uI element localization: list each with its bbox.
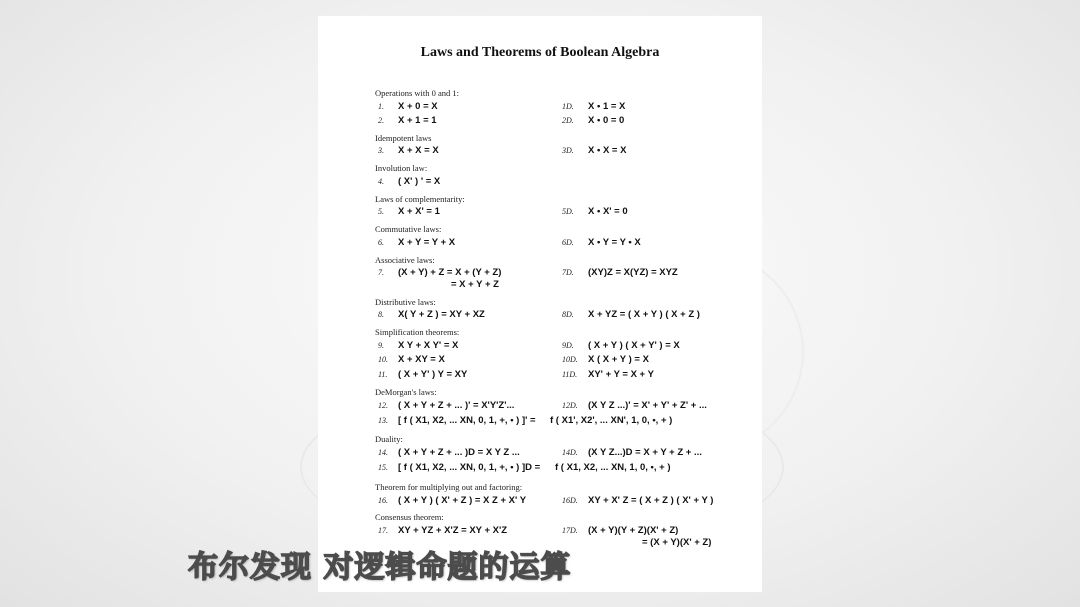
law-expression-continued: = X + Y + Z — [451, 279, 499, 290]
dual-law-expression: X • 1 = X — [588, 101, 626, 112]
law-number: 5. — [378, 207, 384, 216]
dual-law-number: 14D. — [562, 448, 578, 457]
law-expression: X Y + X Y' = X — [398, 340, 459, 351]
dual-law-number: 6D. — [562, 238, 574, 247]
dual-law-expression: X • 0 = 0 — [588, 115, 625, 126]
law-expression: ( X + Y + Z + ... )D = X Y Z ... — [398, 447, 520, 458]
dual-law-number: 11D. — [562, 370, 578, 379]
section-heading: Operations with 0 and 1: — [375, 88, 460, 98]
document-title: Laws and Theorems of Boolean Algebra — [420, 45, 660, 60]
law-expression: X + X' = 1 — [398, 206, 440, 217]
dual-law-number: 1D. — [562, 102, 574, 111]
dual-law-number: 9D. — [562, 341, 574, 350]
dual-law-expression: f ( X1, X2, ... XN, 1, 0, •, + ) — [555, 462, 671, 473]
section-heading: Theorem for multiplying out and factoring: — [375, 482, 523, 492]
law-expression: X + X = X — [398, 145, 439, 156]
dual-law-expression: X • X = X — [588, 145, 627, 156]
law-number: 7. — [378, 268, 384, 277]
law-number: 6. — [378, 238, 384, 247]
law-expression: X + XY = X — [398, 354, 445, 365]
section-heading: Associative laws: — [375, 255, 435, 265]
dual-law-expression: (X Y Z ...)' = X' + Y' + Z' + ... — [588, 400, 707, 411]
section-heading: Consensus theorem: — [375, 512, 444, 522]
law-number: 16. — [378, 496, 388, 505]
section-heading: Involution law: — [375, 163, 428, 173]
section-heading: DeMorgan's laws: — [375, 387, 437, 397]
dual-law-expression-continued: = (X + Y)(X' + Z) — [642, 537, 712, 548]
law-number: 8. — [378, 310, 384, 319]
law-number: 11. — [378, 370, 388, 379]
law-number: 10. — [378, 355, 388, 364]
section-heading: Commutative laws: — [375, 224, 442, 234]
law-expression: ( X + Y' ) Y = XY — [398, 369, 468, 380]
dual-law-number: 16D. — [562, 496, 578, 505]
law-number: 2. — [378, 116, 384, 125]
dual-law-expression: X • Y = Y • X — [588, 237, 641, 248]
law-expression: X( Y + Z ) = XY + XZ — [398, 309, 485, 320]
dual-law-number: 17D. — [562, 526, 578, 535]
law-number: 12. — [378, 401, 388, 410]
dual-law-expression: X • X' = 0 — [588, 206, 628, 217]
dual-law-number: 3D. — [562, 146, 574, 155]
law-expression: X + 0 = X — [398, 101, 438, 112]
law-expression: ( X' ) ' = X — [398, 176, 441, 187]
law-number: 15. — [378, 463, 388, 472]
dual-law-expression: X ( X + Y ) = X — [588, 354, 649, 365]
dual-law-expression: XY' + Y = X + Y — [588, 369, 654, 380]
law-number: 14. — [378, 448, 388, 457]
law-expression: X + Y = Y + X — [398, 237, 456, 248]
law-number: 4. — [378, 177, 384, 186]
dual-law-number: 5D. — [562, 207, 574, 216]
dual-law-number: 10D. — [562, 355, 578, 364]
dual-law-expression: X + YZ = ( X + Y ) ( X + Z ) — [588, 309, 700, 320]
document-page — [318, 16, 762, 592]
law-expression: [ f ( X1, X2, ... XN, 0, 1, +, • ) ]D = — [398, 462, 541, 473]
law-expression: [ f ( X1, X2, ... XN, 0, 1, +, • ) ]' = — [398, 415, 536, 426]
law-number: 1. — [378, 102, 384, 111]
dual-law-number: 7D. — [562, 268, 574, 277]
law-number: 9. — [378, 341, 384, 350]
dual-law-expression: XY + X' Z = ( X + Z ) ( X' + Y ) — [588, 495, 714, 506]
law-expression: (X + Y) + Z = X + (Y + Z) — [398, 267, 502, 278]
law-expression: ( X + Y ) ( X' + Z ) = X Z + X' Y — [398, 495, 527, 506]
section-heading: Idempotent laws — [375, 133, 432, 143]
dual-law-expression: f ( X1', X2', ... XN', 1, 0, •, + ) — [550, 415, 673, 426]
section-heading: Laws of complementarity: — [375, 194, 465, 204]
dual-law-expression: (XY)Z = X(YZ) = XYZ — [588, 267, 678, 278]
section-heading: Duality: — [375, 434, 403, 444]
dual-law-number: 12D. — [562, 401, 578, 410]
dual-law-number: 2D. — [562, 116, 574, 125]
law-expression: X + 1 = 1 — [398, 115, 437, 126]
dual-law-number: 8D. — [562, 310, 574, 319]
dual-law-expression: (X Y Z...)D = X + Y + Z + ... — [588, 447, 702, 458]
video-subtitle: 布尔发现 对逻辑命题的运算 — [188, 550, 572, 585]
law-expression: ( X + Y + Z + ... )' = X'Y'Z'... — [398, 400, 515, 411]
section-heading: Simplification theorems: — [375, 327, 460, 337]
law-expression: XY + YZ + X'Z = XY + X'Z — [398, 525, 508, 536]
law-number: 17. — [378, 526, 388, 535]
dual-law-expression: (X + Y)(Y + Z)(X' + Z) — [588, 525, 679, 536]
law-number: 3. — [378, 146, 384, 155]
dual-law-expression: ( X + Y ) ( X + Y' ) = X — [588, 340, 680, 351]
law-number: 13. — [378, 416, 388, 425]
section-heading: Distributive laws: — [375, 297, 436, 307]
